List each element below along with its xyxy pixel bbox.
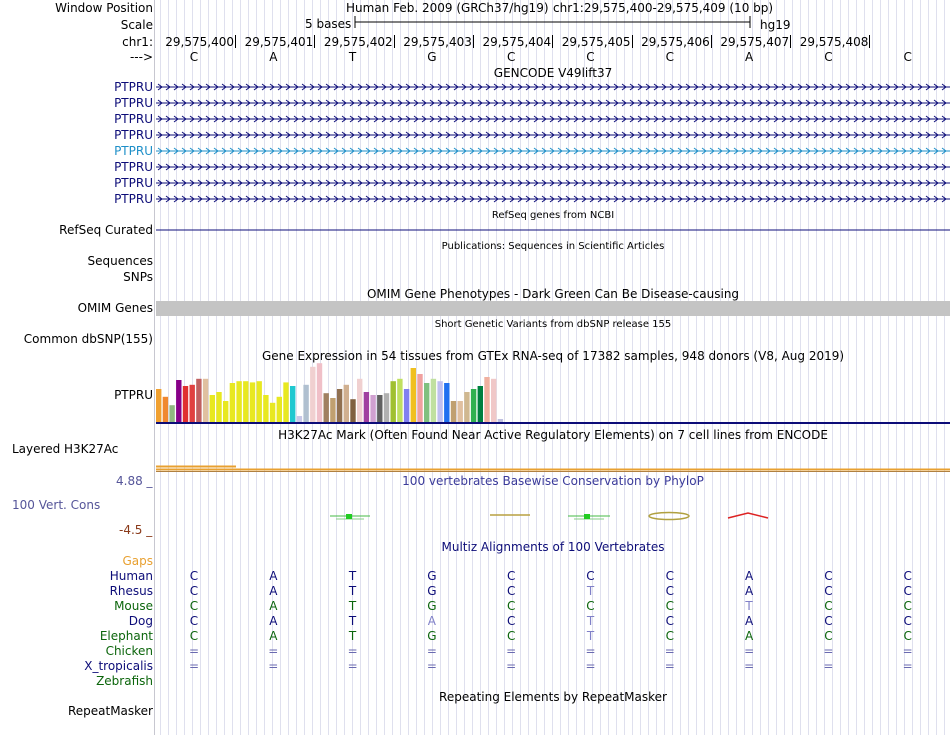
gtex-tissue-bar[interactable] — [444, 383, 449, 422]
aligned-base: C — [189, 569, 199, 583]
gencode-transcript-label[interactable]: PTPRU — [114, 192, 153, 206]
aligned-base: = — [506, 644, 517, 658]
gtex-tissue-bar[interactable] — [270, 403, 275, 422]
gtex-tissue-bar[interactable] — [243, 381, 248, 422]
aligned-base: C — [506, 614, 516, 628]
coordinate-tick — [552, 35, 553, 48]
aligned-base: A — [269, 599, 278, 613]
aligned-base: C — [506, 599, 516, 613]
coordinate-tick — [869, 35, 870, 48]
aligned-base: C — [903, 599, 912, 613]
gtex-tissue-bar[interactable] — [337, 389, 342, 422]
species-label[interactable]: Elephant — [99, 629, 153, 643]
gencode-transcript-label[interactable]: PTPRU — [114, 176, 153, 190]
gtex-tissue-bar[interactable] — [290, 386, 295, 422]
aligned-base: = — [347, 659, 358, 673]
aligned-base: T — [586, 584, 595, 598]
gencode-title: GENCODE V49lift37 — [493, 66, 613, 80]
base: A — [744, 50, 754, 64]
aligned-base: A — [269, 629, 278, 643]
gencode-transcript-label[interactable]: PTPRU — [114, 96, 153, 110]
aligned-base: = — [268, 659, 279, 673]
aligned-base: A — [744, 584, 754, 598]
species-label[interactable]: Mouse — [114, 599, 153, 613]
gencode-transcript-line[interactable] — [156, 146, 950, 156]
gtex-tissue-bar[interactable] — [350, 399, 355, 422]
aligned-base: = — [188, 644, 200, 658]
coordinate-tick — [394, 35, 395, 48]
aligned-base: = — [823, 644, 834, 658]
aligned-base: T — [586, 614, 595, 628]
gtex-tissue-bar[interactable] — [491, 379, 496, 422]
gencode-transcript-label[interactable]: PTPRU — [114, 112, 153, 126]
gtex-bar-chart[interactable] — [156, 362, 950, 426]
aligned-base: T — [348, 599, 357, 613]
species-label[interactable]: Dog — [128, 614, 153, 628]
aligned-base: G — [427, 569, 437, 583]
aligned-base: = — [744, 659, 755, 673]
gtex-tissue-bar[interactable] — [297, 416, 302, 422]
coordinate-tick — [711, 35, 712, 48]
gencode-transcript-line[interactable] — [156, 130, 950, 140]
gtex-tissue-bar[interactable] — [216, 392, 221, 422]
gtex-tissue-bar[interactable] — [417, 374, 422, 422]
aligned-base: C — [506, 584, 516, 598]
gtex-tissue-bar[interactable] — [424, 383, 429, 422]
gtex-tissue-bar[interactable] — [223, 401, 228, 422]
aligned-base: T — [348, 629, 357, 643]
scale-bar — [0, 0, 950, 30]
aligned-base: = — [585, 659, 596, 673]
gtex-tissue-bar[interactable] — [324, 393, 329, 422]
coordinate-label: 29,575,406 — [641, 35, 710, 49]
gtex-tissue-bar[interactable] — [411, 368, 416, 422]
h3k27ac-label[interactable]: Layered H3K27Ac — [12, 442, 119, 456]
aligned-base: = — [188, 659, 200, 673]
coordinate-label: 29,575,405 — [561, 35, 631, 49]
base: C — [586, 50, 595, 64]
aligned-base: C — [824, 614, 833, 628]
species-label[interactable]: Human — [109, 569, 153, 583]
aligned-base: C — [665, 629, 674, 643]
aligned-base: = — [426, 644, 437, 658]
gencode-transcript-line[interactable] — [156, 114, 950, 124]
gtex-tissue-bar[interactable] — [397, 379, 402, 422]
repeatmasker-title: Repeating Elements by RepeatMasker — [439, 690, 667, 704]
phylop-max: 4.88 _ — [116, 474, 153, 488]
coordinate-tick — [790, 35, 791, 48]
aligned-base: C — [665, 584, 674, 598]
base: C — [506, 50, 516, 64]
aligned-base: A — [269, 584, 278, 598]
gtex-tissue-bar[interactable] — [277, 397, 282, 422]
gencode-transcript-line[interactable] — [156, 98, 950, 108]
aligned-base: G — [427, 584, 437, 598]
gtex-tissue-bar[interactable] — [391, 381, 396, 422]
chrom-label: chr1: — [122, 35, 153, 49]
gaps-label[interactable]: Gaps — [122, 554, 153, 568]
aligned-base: C — [824, 599, 833, 613]
coordinate-label: 29,575,408 — [799, 35, 869, 49]
position-title: chr1:29,575,400-29,575,409 (10 bp) — [553, 1, 774, 15]
aligned-base: = — [664, 644, 675, 658]
aligned-base: C — [189, 629, 199, 643]
gtex-tissue-bar[interactable] — [458, 401, 463, 422]
gencode-transcript-label[interactable]: PTPRU — [114, 160, 153, 174]
window-position-label: Window Position — [55, 1, 153, 15]
aligned-base: C — [506, 569, 516, 583]
multiz-title: Multiz Alignments of 100 Vertebrates — [441, 540, 665, 554]
sequences-label[interactable]: Sequences — [87, 254, 153, 268]
coordinate-tick — [314, 35, 315, 48]
aligned-base: C — [665, 569, 674, 583]
gtex-tissue-bar[interactable] — [156, 389, 161, 422]
gtex-label[interactable]: PTPRU — [114, 388, 153, 402]
aligned-base: C — [824, 569, 833, 583]
aligned-base: T — [745, 599, 753, 613]
gtex-tissue-bar[interactable] — [236, 381, 241, 422]
aligned-base: = — [347, 644, 358, 658]
gtex-tissue-bar[interactable] — [196, 379, 201, 422]
gencode-transcript-label[interactable]: PTPRU — [114, 144, 153, 158]
gtex-tissue-bar[interactable] — [370, 395, 375, 422]
coordinate-label: 29,575,403 — [403, 35, 472, 49]
gtex-tissue-bar[interactable] — [283, 382, 288, 422]
aligned-base: T — [348, 569, 357, 583]
aligned-base: C — [189, 584, 199, 598]
gtex-tissue-bar[interactable] — [451, 401, 456, 422]
aligned-base: C — [824, 584, 833, 598]
omim-title: OMIM Gene Phenotypes - Dark Green Can Be Disease-causing — [366, 287, 740, 301]
gencode-transcript-line[interactable] — [156, 162, 950, 172]
base: C — [824, 50, 833, 64]
gtex-tissue-bar[interactable] — [176, 380, 181, 422]
gencode-transcript-label[interactable]: PTPRU — [114, 128, 153, 142]
gtex-tissue-bar[interactable] — [464, 392, 469, 422]
gtex-title: Gene Expression in 54 tissues from GTEx RNA-seq of 17382 samples, 948 donors (V8, Aug 2019) — [261, 349, 845, 363]
aligned-base: G — [427, 629, 437, 643]
gtex-tissue-bar[interactable] — [163, 397, 168, 422]
gtex-tissue-bar[interactable] — [377, 395, 382, 422]
aligned-base: G — [427, 599, 437, 613]
gtex-tissue-bar[interactable] — [437, 381, 442, 422]
gencode-transcript-line[interactable] — [156, 194, 950, 204]
aligned-base: = — [744, 644, 755, 658]
h3k27ac-title: H3K27Ac Mark (Often Found Near Active Regulatory Elements) on 7 cell lines from ENCODE — [278, 428, 828, 442]
gtex-tissue-bar[interactable] — [250, 382, 255, 422]
gtex-tissue-bar[interactable] — [310, 367, 315, 422]
aligned-base: C — [189, 599, 199, 613]
gtex-tissue-bar[interactable] — [317, 363, 322, 422]
aligned-base: C — [506, 629, 516, 643]
gtex-tissue-bar[interactable] — [471, 389, 476, 422]
species-label[interactable]: Rhesus — [109, 584, 153, 598]
aligned-base: C — [665, 614, 674, 628]
gtex-tissue-bar[interactable] — [364, 392, 369, 422]
aligned-base: C — [586, 599, 595, 613]
species-label[interactable]: Zebrafish — [96, 674, 153, 688]
aligned-base: A — [744, 629, 754, 643]
aligned-base: = — [823, 659, 834, 673]
aligned-base: T — [586, 629, 595, 643]
coordinate-tick — [235, 35, 236, 48]
gtex-tissue-bar[interactable] — [330, 398, 335, 422]
base: G — [427, 50, 437, 64]
coordinate-label: 29,575,402 — [323, 35, 393, 49]
coordinate-label: 29,575,400 — [165, 35, 234, 49]
dbsnp-label[interactable]: Common dbSNP(155) — [23, 332, 153, 346]
aligned-base: A — [744, 614, 754, 628]
phylop-min: -4.5 _ — [119, 523, 153, 537]
repeatmasker-label[interactable]: RepeatMasker — [67, 704, 153, 718]
aligned-base: C — [586, 569, 595, 583]
gtex-tissue-bar[interactable] — [431, 379, 436, 422]
aligned-base: = — [506, 659, 517, 673]
gtex-tissue-bar[interactable] — [478, 386, 483, 422]
aligned-base: C — [903, 614, 912, 628]
coordinate-tick — [632, 35, 633, 48]
aligned-base: C — [665, 599, 674, 613]
aligned-base: C — [824, 629, 833, 643]
gtex-tissue-bar[interactable] — [183, 386, 188, 422]
aligned-base: A — [269, 614, 278, 628]
coordinate-label: 29,575,404 — [482, 35, 552, 49]
refseq-label[interactable]: RefSeq Curated — [59, 223, 153, 237]
gtex-tissue-bar[interactable] — [384, 393, 389, 422]
aligned-base: = — [426, 659, 437, 673]
base: T — [348, 50, 357, 64]
omim-bar[interactable] — [156, 301, 950, 316]
base: C — [189, 50, 199, 64]
label-separator — [154, 0, 155, 735]
omim-label[interactable]: OMIM Genes — [77, 301, 153, 315]
gtex-tissue-bar[interactable] — [169, 405, 174, 422]
snps-label[interactable]: SNPs — [123, 270, 153, 284]
phylop-label[interactable]: 100 Vert. Cons — [12, 498, 101, 512]
dbsnp-title: Short Genetic Variants from dbSNP release 155 — [434, 319, 672, 330]
aligned-base: A — [744, 569, 754, 583]
aligned-base: C — [903, 569, 912, 583]
gtex-tissue-bar[interactable] — [230, 383, 235, 422]
species-label[interactable]: X_tropicalis — [84, 659, 153, 673]
gtex-tissue-bar[interactable] — [498, 419, 503, 422]
gtex-tissue-bar[interactable] — [203, 379, 208, 422]
aligned-base: A — [427, 614, 436, 628]
aligned-base: = — [902, 659, 913, 673]
scale-label: Scale — [120, 18, 153, 32]
refseq-title: RefSeq genes from NCBI — [491, 210, 615, 221]
aligned-base: = — [268, 644, 279, 658]
assembly-title: Human Feb. 2009 (GRCh37/hg19) — [346, 1, 549, 15]
db-label: hg19 — [760, 18, 791, 32]
aligned-base: = — [585, 644, 596, 658]
aligned-base: T — [348, 614, 357, 628]
base: C — [665, 50, 674, 64]
base: A — [269, 50, 278, 64]
coordinate-label: 29,575,407 — [720, 35, 790, 49]
aligned-base: C — [903, 584, 912, 598]
base: C — [903, 50, 912, 64]
aligned-base: A — [269, 569, 278, 583]
gtex-tissue-bar[interactable] — [357, 379, 362, 422]
refseq-gene-line[interactable] — [156, 229, 950, 233]
gtex-tissue-bar[interactable] — [484, 377, 489, 422]
aligned-base: = — [664, 659, 675, 673]
aligned-base: C — [903, 629, 912, 643]
phylop-title: 100 vertebrates Basewise Conservation by PhyloP — [402, 474, 704, 488]
gtex-tissue-bar[interactable] — [190, 385, 195, 422]
publications-title: Publications: Sequences in Scientific Articles — [441, 241, 665, 252]
coordinate-label: 29,575,401 — [244, 35, 314, 49]
aligned-base: T — [348, 584, 357, 598]
scale-text: 5 bases — [305, 17, 352, 31]
gtex-tissue-bar[interactable] — [210, 395, 215, 422]
strand-label: ---> — [129, 50, 153, 64]
gtex-tissue-bar[interactable] — [257, 381, 262, 422]
gtex-tissue-bar[interactable] — [303, 385, 308, 422]
gtex-tissue-bar[interactable] — [263, 395, 268, 422]
coordinate-tick — [473, 35, 474, 48]
gencode-transcript-line[interactable] — [156, 178, 950, 188]
species-label[interactable]: Chicken — [105, 644, 153, 658]
h3k27ac-signal[interactable] — [156, 464, 950, 474]
gencode-transcript-line[interactable] — [156, 82, 950, 92]
gencode-transcript-label[interactable]: PTPRU — [114, 80, 153, 94]
gtex-tissue-bar[interactable] — [344, 385, 349, 422]
aligned-base: = — [902, 644, 913, 658]
gtex-tissue-bar[interactable] — [404, 389, 409, 422]
aligned-base: C — [189, 614, 199, 628]
